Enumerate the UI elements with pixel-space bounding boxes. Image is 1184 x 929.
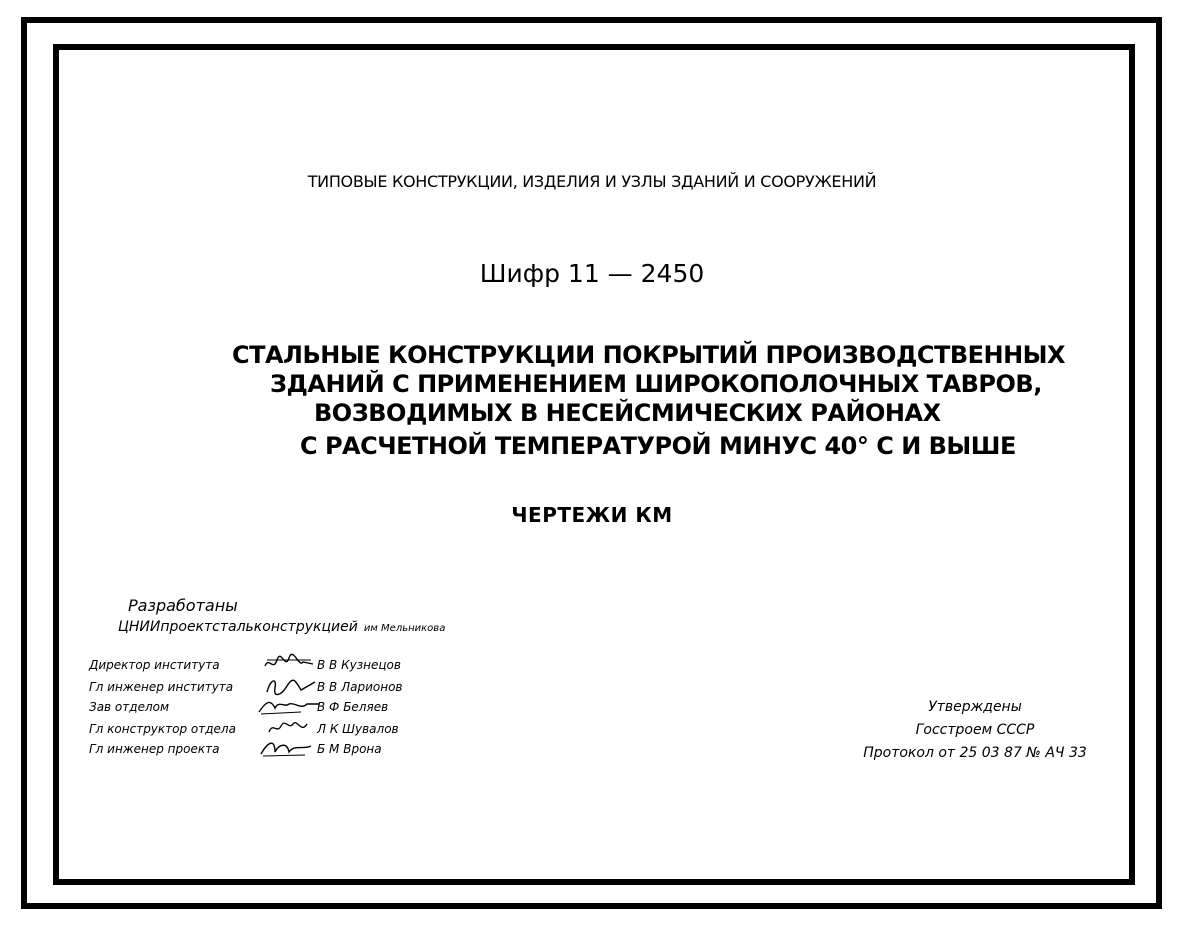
staff-role: Гл конструктор отдела <box>89 722 236 736</box>
staff-role: Директор института <box>89 658 220 672</box>
developer-name: ЦНИИпроектстальконструкцией <box>118 619 358 635</box>
developer-suffix: им Мельникова <box>363 623 446 634</box>
drawings-label: ЧЕРТЕЖИ КМ <box>511 503 673 527</box>
document-code: Шифр 11 — 2450 <box>479 259 705 288</box>
staff-role: Гл инженер института <box>89 680 234 694</box>
title-line-3: ВОЗВОДИМЫХ В НЕСЕЙСМИЧЕСКИХ РАЙОНАХ <box>314 399 941 427</box>
title-line-2: ЗДАНИЙ С ПРИМЕНЕНИЕМ ШИРОКОПОЛОЧНЫХ ТАВРОВ, <box>270 370 1042 398</box>
approval-block <box>860 696 1090 765</box>
staff-name: Л К Шувалов <box>317 722 399 736</box>
approval-line-2: Госстроем СССР <box>915 722 1035 738</box>
approval-line-3: Протокол от 25 03 87 № АЧ 33 <box>863 745 1087 761</box>
developed-by-label: Разработаны <box>128 596 238 615</box>
developer-organization <box>118 619 445 635</box>
series-title: ТИПОВЫЕ КОНСТРУКЦИИ, ИЗДЕЛИЯ И УЗЛЫ ЗДАНИЙ И СООРУЖЕНИЙ <box>307 172 877 191</box>
signature-image <box>241 694 321 718</box>
staff-name: Б М Врона <box>317 742 382 756</box>
title-line-4: С РАСЧЕТНОЙ ТЕМПЕРАТУРОЙ МИНУС 40° С И ВЫШЕ <box>300 432 1016 460</box>
signature-image <box>241 736 321 760</box>
staff-role: Зав отделом <box>89 700 170 714</box>
staff-row <box>89 742 429 762</box>
approval-line-1: Утверждены <box>928 699 1022 715</box>
staff-name: В Ф Беляев <box>317 700 389 714</box>
staff-name: В В Кузнецов <box>317 658 401 672</box>
title-line-1: СТАЛЬНЫЕ КОНСТРУКЦИИ ПОКРЫТИЙ ПРОИЗВОДСТВЕННЫХ <box>232 341 1066 369</box>
staff-name: В В Ларионов <box>317 680 403 694</box>
signature-image <box>241 652 321 676</box>
staff-role: Гл инженер проекта <box>89 742 220 756</box>
